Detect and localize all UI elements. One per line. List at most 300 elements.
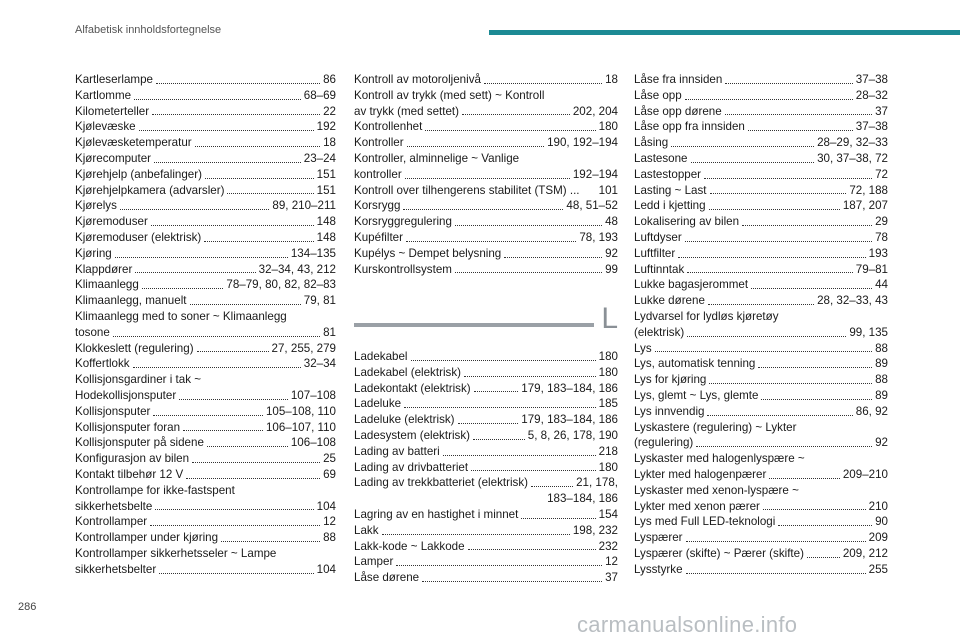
dot-leader: [742, 225, 872, 226]
entry-term: Lading av trekkbatteriet (elektrisk): [354, 476, 528, 490]
index-entry: [634, 183, 888, 199]
dot-leader: [455, 225, 602, 226]
page-number: 286: [18, 601, 37, 613]
entry-term: Lakk: [354, 523, 379, 537]
entry-pages: 88: [875, 373, 888, 387]
entry-pages: 81: [323, 325, 336, 339]
entry-pages: 37–38: [855, 120, 888, 134]
entry-pages: 37: [605, 571, 618, 585]
entry-term: Lysstyrke: [634, 562, 683, 576]
entry-pages: 21, 178,: [576, 476, 618, 490]
entry-pages: 28–29, 32–33: [817, 136, 888, 150]
index-entry: [354, 246, 618, 262]
section-letter: L: [601, 302, 618, 335]
index-entry: [634, 246, 888, 262]
entry-pages: 32–34: [303, 357, 336, 371]
dot-leader: [179, 399, 288, 400]
dot-leader: [142, 288, 224, 289]
dot-leader: [473, 439, 525, 440]
dot-leader: [156, 83, 320, 84]
dot-leader: [190, 304, 301, 305]
entry-term: Låse dørene: [354, 571, 420, 585]
entry-pages: 37–38: [855, 73, 888, 86]
entry-term: Ladeluke: [354, 397, 402, 411]
dot-leader: [778, 525, 872, 526]
dot-leader: [468, 549, 596, 550]
entry-pages: 68–69: [303, 88, 336, 102]
entry-pages-continued: 183–184, 186: [547, 492, 618, 506]
entry-pages: 78–79, 80, 82, 82–83: [226, 278, 336, 292]
dot-leader: [195, 146, 320, 147]
dot-leader: [758, 367, 872, 368]
entry-term: Lagring av en hastighet i minnet: [354, 507, 519, 521]
index-entry: [634, 325, 888, 341]
entry-pages: 79–81: [855, 262, 888, 276]
entry-term: Lukke bagasjerommet: [634, 278, 749, 292]
index-entry: [354, 570, 618, 586]
entry-term: Kjøremoduser: [75, 215, 148, 229]
index-entry: [634, 356, 888, 372]
dot-leader: [183, 430, 263, 431]
entry-term: Låse fra innsiden: [634, 73, 723, 86]
index-entry: [354, 554, 618, 570]
dot-leader: [115, 257, 288, 258]
dot-leader: [152, 114, 320, 115]
index-entry: [634, 341, 888, 357]
dot-leader: [113, 336, 320, 337]
entry-pages: 192: [316, 120, 336, 134]
entry-pages: 5, 8, 26, 178, 190: [527, 428, 618, 442]
dot-leader: [471, 470, 596, 471]
index-entry: [634, 514, 888, 530]
index-entry: [75, 293, 336, 309]
entry-term: Kjølevæske: [75, 120, 136, 134]
index-entry: [354, 119, 618, 135]
entry-pages: 30, 37–38, 72: [817, 151, 888, 165]
dot-leader: [153, 415, 263, 416]
entry-term: Klokkeslett (regulering): [75, 341, 194, 355]
index-column-3: [634, 72, 888, 578]
watermark: carmanualsonline.info: [577, 612, 798, 637]
index-entry: [75, 341, 336, 357]
index-entry: [354, 475, 618, 491]
entry-term: Kartlomme: [75, 88, 132, 102]
entry-pages: 107–108: [290, 388, 336, 402]
entry-term: Kollisjonsputer foran: [75, 420, 181, 434]
entry-term: Luftdyser: [634, 230, 682, 244]
index-entry-line: Kontrollampe for ikke-fastspent: [75, 483, 235, 497]
entry-term: Kontroll over tilhengerens stabilitet (TSM) ...: [354, 183, 580, 197]
index-entry: [354, 365, 618, 381]
index-entry-line: Kontrollamper sikkerhetsseler ~ Lampe: [75, 546, 277, 560]
entry-pages: 48, 51–52: [566, 199, 618, 213]
index-entry-line: Lyskastere (regulering) ~ Lykter: [634, 420, 797, 434]
entry-pages: 210: [868, 499, 888, 513]
dot-leader: [464, 376, 596, 377]
index-entry: [634, 277, 888, 293]
entry-term: Kontroll av motoroljenivå: [354, 73, 481, 86]
dot-leader: [709, 209, 840, 210]
entry-pages: 72, 188: [849, 183, 888, 197]
dot-leader: [769, 478, 840, 479]
entry-pages: 106–108: [290, 436, 336, 450]
section-divider: [354, 302, 618, 342]
entry-term: av trykk (med settet): [354, 104, 460, 118]
dot-leader: [696, 446, 872, 447]
dot-leader: [707, 415, 852, 416]
entry-pages: 202, 204: [572, 104, 618, 118]
index-entry: [634, 104, 888, 120]
index-entry-line: Lyskaster med xenon-lyspære ~: [634, 483, 799, 497]
entry-term: Kjørecomputer: [75, 151, 152, 165]
entry-term: Kollisjonsputer på sidene: [75, 436, 204, 450]
dot-leader: [687, 336, 846, 337]
index-entry: [634, 388, 888, 404]
dot-leader: [154, 162, 301, 163]
index-entry: [75, 183, 336, 199]
entry-pages: 29: [875, 215, 888, 229]
index-column-1: [75, 72, 336, 578]
dot-leader: [531, 486, 573, 487]
index-entry: [634, 467, 888, 483]
dot-leader: [455, 272, 602, 273]
entry-term: Konfigurasjon av bilen: [75, 452, 190, 466]
entry-pages: 12: [323, 515, 336, 529]
dot-leader: [748, 130, 853, 131]
dot-leader: [807, 557, 840, 558]
dot-leader: [425, 130, 595, 131]
entry-term: Hodekollisjonsputer: [75, 388, 177, 402]
running-header: Alfabetisk innholdsfortegnelse: [75, 24, 222, 36]
entry-term: Låse opp fra innsiden: [634, 120, 745, 134]
entry-term: Kollisjonsputer: [75, 404, 151, 418]
entry-term: Ledd i kjetting: [634, 199, 706, 213]
dot-leader: [134, 99, 301, 100]
entry-pages: 151: [316, 167, 336, 181]
entry-term: Ladeluke (elektrisk): [354, 413, 455, 427]
dot-leader: [197, 351, 269, 352]
dot-leader: [686, 573, 866, 574]
index-column-2-bottom: [354, 349, 618, 586]
dot-leader: [655, 351, 872, 352]
entry-pages: 179, 183–184, 186: [521, 413, 618, 427]
dot-leader: [458, 423, 519, 424]
index-entry: [75, 388, 336, 404]
entry-pages: 180: [598, 120, 618, 134]
dot-leader: [691, 162, 815, 163]
index-entry: [75, 277, 336, 293]
dot-leader: [725, 114, 872, 115]
index-entry: [354, 262, 618, 278]
dot-leader: [685, 99, 853, 100]
entry-pages: 44: [875, 278, 888, 292]
dot-leader: [186, 478, 320, 479]
index-entry: [354, 167, 618, 183]
index-entry: [75, 451, 336, 467]
index-entry: [634, 214, 888, 230]
entry-term: Kjørehjelpkamera (advarsler): [75, 183, 225, 197]
dot-leader: [135, 272, 255, 273]
index-entry: [354, 72, 618, 88]
dot-leader: [207, 446, 288, 447]
entry-pages: 18: [323, 136, 336, 150]
entry-term: Kjørelys: [75, 199, 117, 213]
entry-pages: 151: [316, 183, 336, 197]
entry-term: Kurskontrollsystem: [354, 262, 452, 276]
entry-term: Lyspærer (skifte) ~ Pærer (skifte): [634, 546, 804, 560]
index-entry: [634, 230, 888, 246]
dot-leader: [411, 360, 596, 361]
entry-pages: 218: [598, 444, 618, 458]
entry-pages: 180: [598, 460, 618, 474]
index-entry: [354, 349, 618, 365]
index-entry: [75, 119, 336, 135]
index-entry: [634, 293, 888, 309]
dot-leader: [120, 209, 270, 210]
index-entry-line: Klimaanlegg med to soner ~ Klimaanlegg: [75, 309, 287, 323]
entry-term: Kilometerteller: [75, 104, 150, 118]
entry-term: Lastestopper: [634, 167, 702, 181]
dot-leader: [406, 241, 576, 242]
entry-term: Ladesystem (elektrisk): [354, 428, 470, 442]
index-entry: [75, 499, 336, 515]
dot-leader: [761, 399, 872, 400]
entry-pages: 48: [605, 215, 618, 229]
entry-pages: 99: [605, 262, 618, 276]
dot-leader: [422, 581, 602, 582]
dot-leader: [763, 509, 866, 510]
index-entry: [75, 530, 336, 546]
entry-term: Kupélys ~ Dempet belysning: [354, 246, 502, 260]
entry-pages: 104: [316, 499, 336, 513]
dot-leader: [704, 178, 872, 179]
entry-term: sikkerhetsbelte: [75, 499, 153, 513]
entry-term: Lys, glemt ~ Lys, glemte: [634, 388, 759, 402]
entry-term: Luftfilter: [634, 246, 676, 260]
index-entry: [634, 135, 888, 151]
entry-term: Kontrollamper under kjøring: [75, 531, 219, 545]
entry-pages: 148: [316, 215, 336, 229]
index-entry: [75, 135, 336, 151]
index-column-2-top: [354, 72, 618, 277]
entry-pages: 192–194: [572, 167, 618, 181]
dot-leader: [407, 146, 544, 147]
index-entry: [634, 530, 888, 546]
entry-pages: 180: [598, 350, 618, 363]
index-entry: [75, 356, 336, 372]
entry-term: Korsryggregulering: [354, 215, 452, 229]
index-entry: [75, 514, 336, 530]
entry-term: Ladekontakt (elektrisk): [354, 381, 471, 395]
entry-pages: 209, 212: [842, 546, 888, 560]
entry-pages: 78: [875, 230, 888, 244]
dot-leader: [678, 257, 865, 258]
entry-pages: 90: [875, 515, 888, 529]
dot-leader: [151, 225, 314, 226]
entry-term: Lastesone: [634, 151, 688, 165]
entry-pages: 88: [323, 531, 336, 545]
index-entry: [354, 198, 618, 214]
dot-leader: [403, 209, 563, 210]
entry-term: Låse opp dørene: [634, 104, 722, 118]
index-entry: [354, 412, 618, 428]
index-entry: [354, 444, 618, 460]
index-entry: [75, 214, 336, 230]
entry-pages: 89, 210–211: [272, 199, 336, 213]
dot-leader: [192, 462, 320, 463]
entry-pages: 79, 81: [303, 294, 336, 308]
dot-leader: [462, 114, 570, 115]
index-entry: [75, 88, 336, 104]
entry-pages: 37: [875, 104, 888, 118]
dot-leader: [155, 509, 313, 510]
entry-term: Klappdører: [75, 262, 133, 276]
dot-leader: [205, 178, 314, 179]
dot-leader: [709, 383, 872, 384]
index-entry: [634, 72, 888, 88]
index-entry-line: Kollisjonsgardiner i tak ~: [75, 373, 201, 387]
entry-term: Kupéfilter: [354, 230, 403, 244]
index-entry: [75, 435, 336, 451]
index-entry: [634, 119, 888, 135]
entry-pages: 32–34, 43, 212: [258, 262, 336, 276]
entry-pages: 209–210: [842, 467, 888, 481]
entry-pages: 198, 232: [572, 523, 618, 537]
dot-leader: [687, 272, 852, 273]
index-entry: [354, 230, 618, 246]
dot-leader: [521, 518, 595, 519]
entry-pages: 86, 92: [855, 404, 888, 418]
index-entry-line: Kontroll av trykk (med sett) ~ Kontroll: [354, 88, 545, 102]
dot-leader: [382, 534, 570, 535]
dot-leader: [227, 193, 313, 194]
entry-term: Kontrollamper: [75, 515, 148, 529]
index-entry: [75, 72, 336, 88]
entry-pages: 18: [605, 73, 618, 86]
entry-term: Lukke dørene: [634, 294, 705, 308]
entry-pages: 28–32: [855, 88, 888, 102]
dot-leader: [710, 193, 847, 194]
entry-term: Låsing: [634, 136, 669, 150]
dot-leader: [685, 241, 872, 242]
entry-pages: 154: [598, 507, 618, 521]
dot-leader: [484, 83, 602, 84]
entry-pages: 99, 135: [849, 325, 888, 339]
entry-term: (regulering): [634, 436, 694, 450]
dot-leader: [139, 130, 314, 131]
index-entry: [634, 262, 888, 278]
entry-pages: 193: [868, 246, 888, 260]
index-entry: [354, 507, 618, 523]
index-entry: [634, 151, 888, 167]
entry-term: kontroller: [354, 167, 402, 181]
entry-term: Kontroller: [354, 136, 404, 150]
entry-pages: 105–108, 110: [265, 404, 336, 418]
entry-term: Låse opp: [634, 88, 682, 102]
index-entry: [75, 325, 336, 341]
index-entry: [75, 151, 336, 167]
dot-leader: [443, 455, 596, 456]
entry-term: Klimaanlegg, manuelt: [75, 294, 187, 308]
entry-term: Lys innvendig: [634, 404, 705, 418]
entry-pages: 88: [875, 341, 888, 355]
entry-pages: 89: [875, 357, 888, 371]
dot-leader: [159, 573, 313, 574]
dot-leader: [474, 391, 519, 392]
entry-term: tosone: [75, 325, 110, 339]
entry-term: Lys for kjøring: [634, 373, 707, 387]
index-entry: [75, 167, 336, 183]
index-entry-line: Lydvarsel for lydløs kjøretøy: [634, 309, 779, 323]
entry-term: sikkerhetsbelter: [75, 562, 157, 576]
entry-pages: 134–135: [290, 246, 336, 260]
dot-leader: [150, 525, 320, 526]
entry-term: Luftinntak: [634, 262, 685, 276]
index-entry: [354, 460, 618, 476]
entry-term: Lamper: [354, 555, 394, 569]
entry-term: Kontrollenhet: [354, 120, 423, 134]
entry-pages: 179, 183–184, 186: [521, 381, 618, 395]
index-entry: [75, 467, 336, 483]
entry-pages: 25: [323, 452, 336, 466]
entry-term: Lys: [634, 341, 652, 355]
index-entry: [354, 523, 618, 539]
entry-term: Kjølevæsketemperatur: [75, 136, 192, 150]
index-entry: [75, 246, 336, 262]
entry-term: Klimaanlegg: [75, 278, 139, 292]
entry-pages: 187, 207: [842, 199, 888, 213]
entry-pages: 27, 255, 279: [271, 341, 336, 355]
index-entry: [354, 104, 618, 120]
entry-pages: 86: [323, 73, 336, 86]
index-entry: [634, 562, 888, 578]
entry-pages: 255: [868, 562, 888, 576]
entry-term: Kjøremoduser (elektrisk): [75, 230, 202, 244]
entry-pages: 190, 192–194: [547, 136, 618, 150]
entry-pages: 185: [598, 397, 618, 411]
index-entry: [354, 396, 618, 412]
entry-pages: 72: [875, 167, 888, 181]
entry-term: Kjøring: [75, 246, 112, 260]
index-entry: [634, 198, 888, 214]
index-entry: [354, 381, 618, 397]
entry-term: Kjørehjelp (anbefalinger): [75, 167, 202, 181]
entry-term: Ladekabel: [354, 350, 408, 363]
entry-term: Lykter med xenon pærer: [634, 499, 760, 513]
entry-term: Lading av batteri: [354, 444, 440, 458]
entry-term: Lykter med halogenpærer: [634, 467, 767, 481]
entry-term: Lakk-kode ~ Lakkode: [354, 539, 465, 553]
entry-pages: 148: [316, 230, 336, 244]
index-entry: [75, 420, 336, 436]
index-entry: [634, 167, 888, 183]
dot-leader: [686, 541, 866, 542]
dot-leader: [504, 257, 602, 258]
entry-pages: 89: [875, 388, 888, 402]
entry-term: (elektrisk): [634, 325, 685, 339]
dot-leader: [708, 304, 814, 305]
entry-pages: 23–24: [303, 151, 336, 165]
entry-pages: 104: [316, 562, 336, 576]
entry-term: Lys, automatisk tenning: [634, 357, 756, 371]
entry-term: Kontakt tilbehør 12 V: [75, 467, 184, 481]
entry-pages: 209: [868, 531, 888, 545]
entry-pages: 92: [875, 436, 888, 450]
entry-pages: 106–107, 110: [265, 420, 336, 434]
entry-term: Lokalisering av bilen: [634, 215, 740, 229]
dot-leader: [404, 407, 596, 408]
dot-leader: [751, 288, 872, 289]
